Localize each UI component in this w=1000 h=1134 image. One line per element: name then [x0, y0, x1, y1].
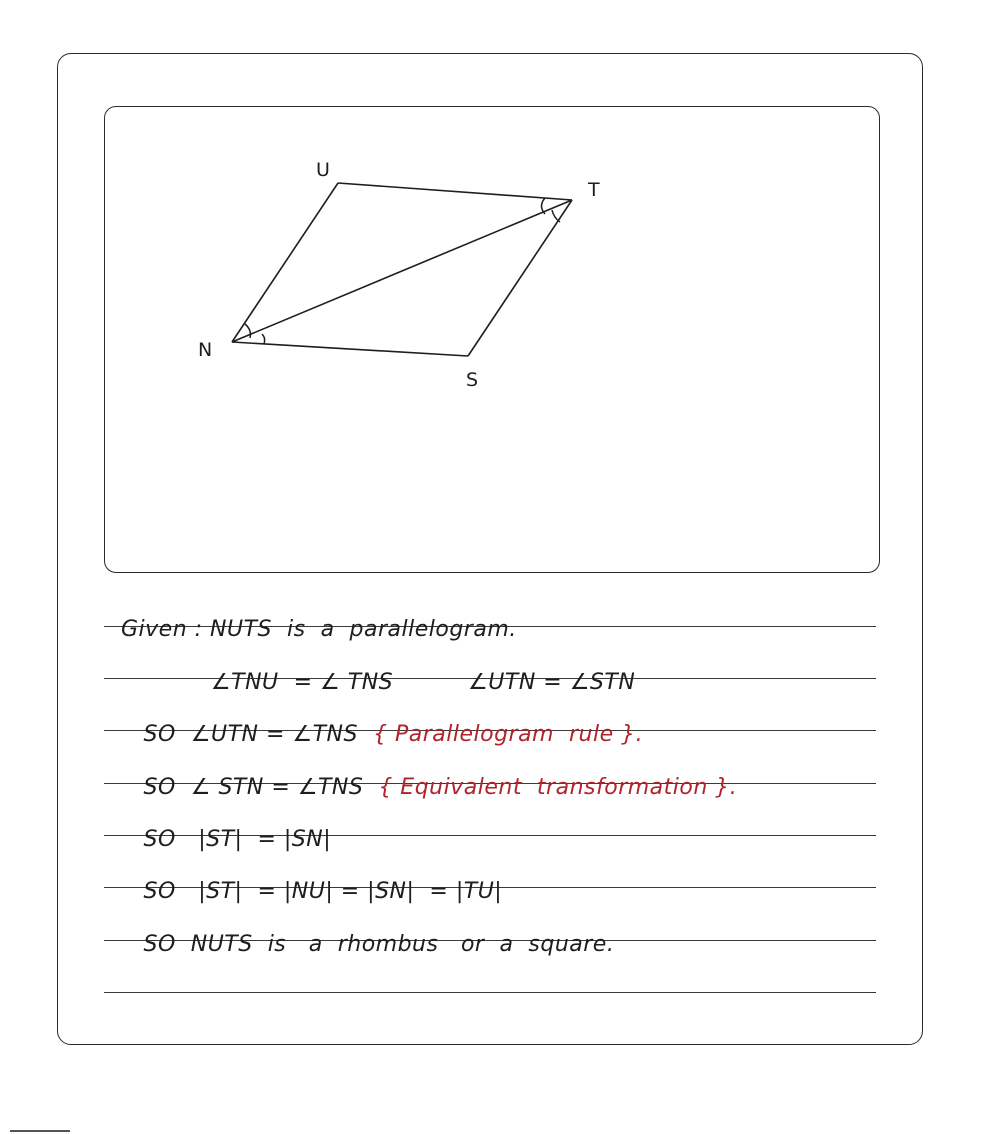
- vertex-label-N: N: [198, 339, 213, 361]
- proof-text: Given : NUTS is a parallelogram.: [121, 617, 517, 642]
- proof-line-step1: [106, 697, 643, 747]
- proof-text: ∠TNU = ∠ TNS ∠UTN = ∠STN: [121, 670, 636, 695]
- ruled-line: [104, 992, 876, 993]
- vertex-label-U: U: [316, 159, 330, 181]
- proof-text: SO ∠UTN = ∠TNS: [121, 722, 373, 747]
- proof-text: SO |ST| = |SN|: [121, 827, 332, 852]
- proof-line-step4: [106, 854, 502, 904]
- diagonal-NT: [232, 200, 572, 342]
- vertex-label-T: T: [588, 179, 600, 201]
- proof-text: SO |ST| = |NU| = |SN| = |TU|: [121, 879, 503, 904]
- side-NU: [232, 183, 338, 342]
- proof-reason: { Equivalent transformation }.: [378, 775, 738, 800]
- side-TS: [468, 200, 572, 356]
- vertex-label-S: S: [466, 369, 479, 391]
- proof-line-step2: [106, 750, 737, 800]
- side-UT: [338, 183, 572, 200]
- proof-text: SO NUTS is a rhombus or a square.: [121, 932, 615, 957]
- proof-line-conclusion: [106, 907, 614, 957]
- proof-line-step3: [106, 802, 331, 852]
- angle-mark-TNS: [262, 334, 265, 344]
- proof-text: SO ∠ STN = ∠TNS: [121, 775, 379, 800]
- page-edge-mark: [10, 1130, 70, 1132]
- angle-mark-STN: [552, 210, 560, 222]
- proof-line-angles: [106, 645, 635, 695]
- side-SN: [232, 342, 468, 356]
- proof-reason: { Parallelogram rule }.: [372, 722, 644, 747]
- proof-line-given: [106, 592, 517, 642]
